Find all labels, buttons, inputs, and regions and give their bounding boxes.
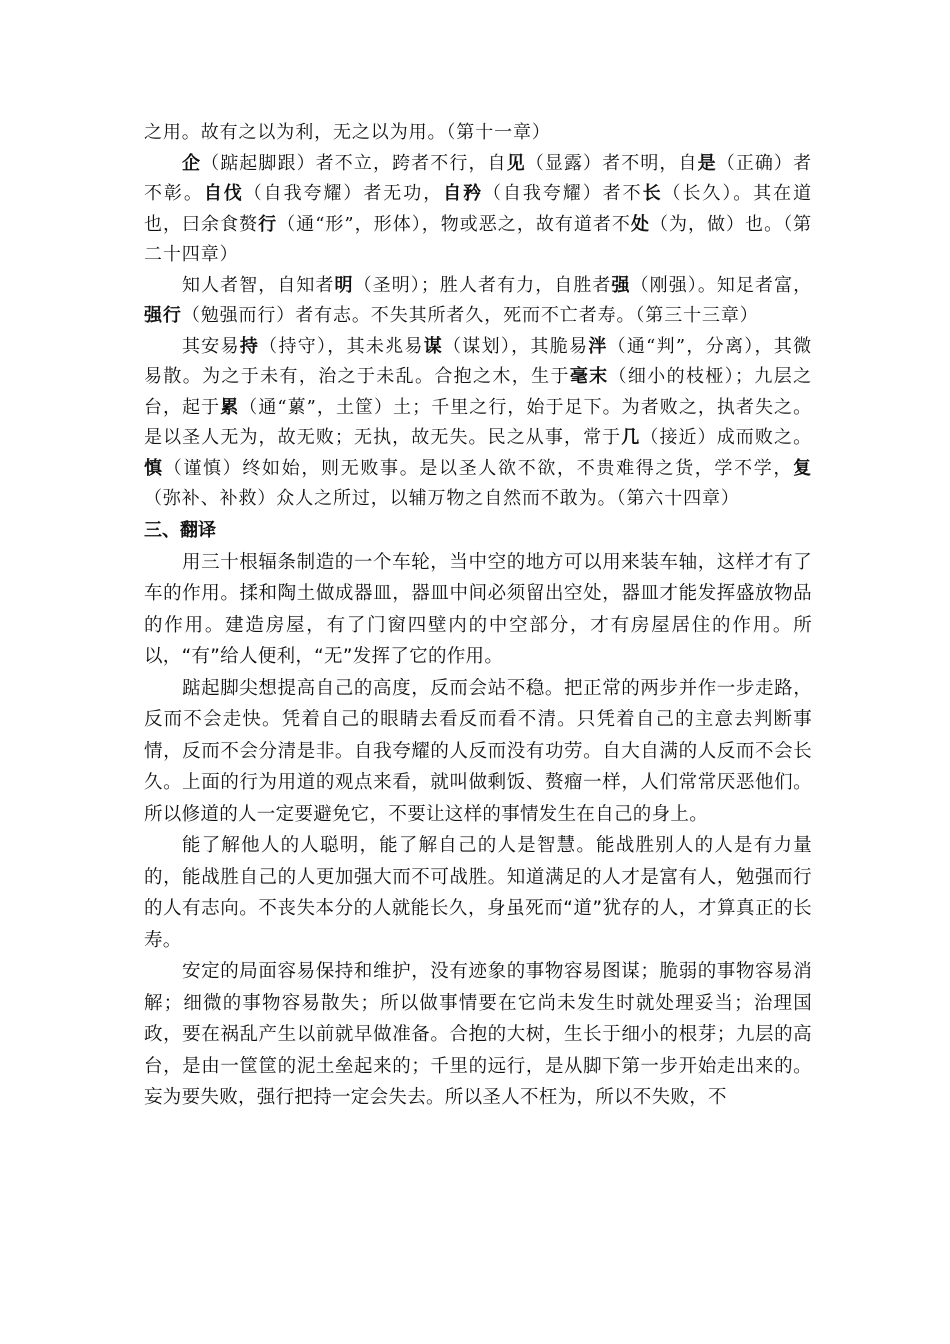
annotated-word: 明 (334, 274, 354, 296)
translation-paragraph: 安定的局面容易保持和维护，没有迹象的事物容易图谋；脆弱的事物容易消解；细微的事物容易散失；所以做事情要在它尚未发生时就处理妥当；治理国政，要在祸乱产生以前就早做准备。合抱的大树，生长于细小的根芽；九层的高台，是由一筐筐的泥土垒起来的；千里的远行，是从脚下第一步开始走出来的。妄为要失败，强行把持一定会失去。所以圣人不枉为，所以不失败，不 (144, 961, 812, 1108)
annotated-word: 几 (621, 427, 641, 448)
annotated-word: 企 (182, 152, 202, 174)
annotated-word: 谋 (423, 335, 444, 357)
annotated-word: 毫末 (569, 366, 609, 387)
original-paragraph-ch33: 知人者智，自知者明（圣明）；胜人者有力，自胜者强（刚强）。知足者富，强行（勉强而行）者有志。不失其所者久，死而不亡者寿。（第三十三章） (144, 274, 813, 326)
translation-section (144, 547, 812, 1114)
translation-paragraph: 踮起脚尖想提高自己的高度，反而会站不稳。把正常的两步并作一步走路，反而不会走快。凭着自己的眼睛去看反而看不清。只凭着自己的主意去判断事情，反而不会分清是非。自我夸耀的人反而没有功劳。自大自满的人反而不会长久。上面的行为用道的观点来看，就叫做剩饭、赘瘤一样，人们常常厌恶他们。所以修道的人一定要避免它，不要让这样的事情发生在自己的身上。 (144, 677, 812, 825)
annotated-word: 累 (220, 396, 240, 418)
original-paragraph-ch64: 其安易持（持守），其未兆易谋（谋划），其脆易泮（通“判”，分离），其微易散。为之于未有，治之于未乱。合抱之木，生于毫末（细小的枝桠）；九层之台，起于累（通“蔂”，土筐）土；千里之行，始于足下。为者败之，执者失之。是以圣人无为，故无败；无执，故无失。民之从事，常于几（接近）成而败之。慎（谨慎）终如始，则无败事。是以圣人欲不欲，不贵难得之货，学不学，复（弥补、补救）众人之所过，以辅万物之自然而不敢为。（第六十四章） (144, 335, 813, 509)
annotated-word: 自伐 (203, 183, 244, 204)
section-heading: 三、翻译 (144, 519, 216, 541)
annotated-word: 处 (630, 213, 650, 235)
annotated-word: 长 (642, 183, 663, 204)
original-paragraph-ch11-end: 之用。故有之以为利，无之以为用。（第十一章） (144, 122, 551, 143)
annotated-word: 强行 (144, 305, 182, 326)
original-text-section (144, 118, 812, 515)
document-page (144, 118, 812, 1114)
annotated-word: 泮 (588, 335, 608, 357)
annotated-word: 自矜 (443, 183, 484, 204)
translation-paragraph: 用三十根辐条制造的一个车轮，当中空的地方可以用来装车轴，这样才有了车的作用。揉和陶土做成器皿，器皿中间必须留出空处，器皿才能发挥盛放物品的作用。建造房屋，有了门窗四壁内的中空部分，才有房屋居住的作用。所以，“有”给人便利，“无”发挥了它的作用。 (144, 551, 812, 667)
original-paragraph-ch24: 企（踮起脚跟）者不立，跨者不行，自见（显露）者不明，自是（正确）者不彰。自伐（自我夸耀）者无功，自矜（自我夸耀）者不长（长久）。其在道也，曰余食赘行（通“形”，形体），物或恶之，故有道者不处（为，做）也。（第二十四章） (144, 152, 813, 265)
annotated-word: 强 (611, 274, 631, 296)
translation-paragraph: 能了解他人的人聪明，能了解自己的人是智慧。能战胜别人的人是有力量的，能战胜自己的人更加强大而不可战胜。知道满足的人才是富有人，勉强而行的人有志向。不丧失本分的人就能长久，身虽死而“道”犹存的人，才算真正的长寿。 (144, 835, 812, 951)
annotated-word: 行 (258, 213, 278, 235)
annotated-word: 慎 (144, 457, 164, 479)
annotated-word: 复 (793, 457, 812, 479)
annotated-word: 持 (239, 335, 260, 357)
annotated-word: 是 (697, 152, 717, 174)
annotated-word: 见 (506, 152, 526, 174)
